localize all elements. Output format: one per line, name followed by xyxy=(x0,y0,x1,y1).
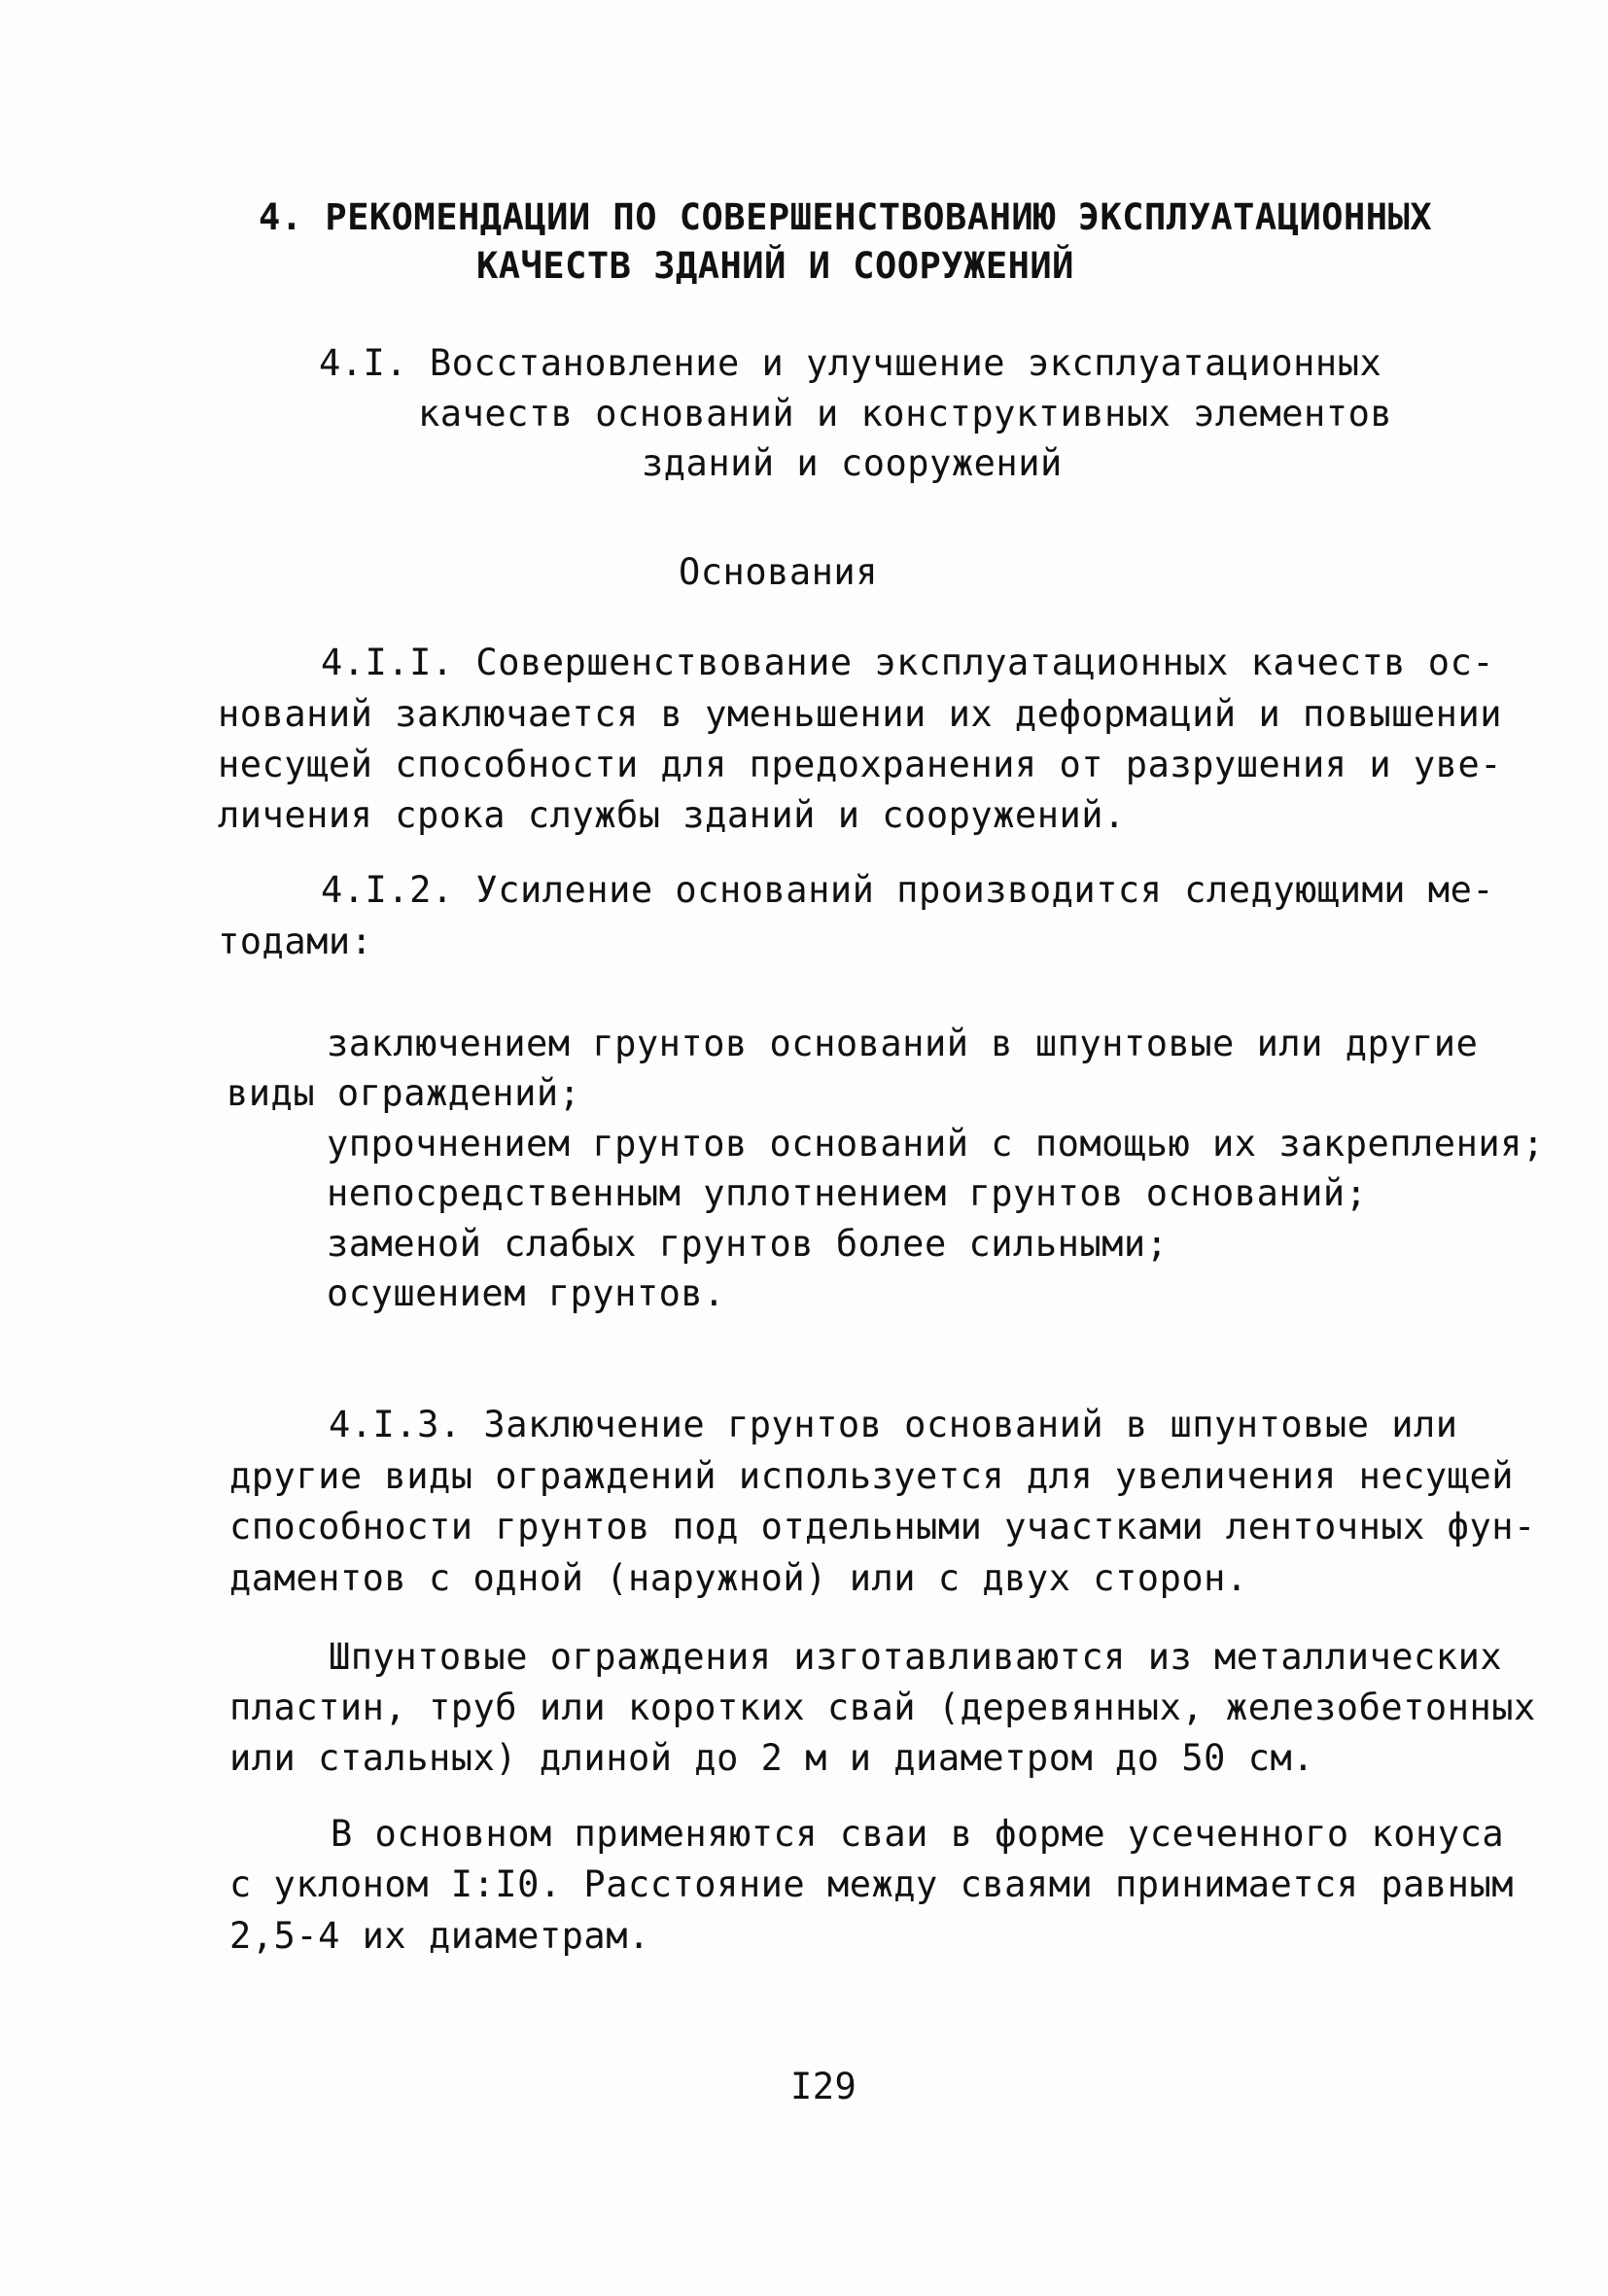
para-piles-line-1: В основном применяются сваи в форме усеченного конуса xyxy=(331,1813,1505,1855)
subheading-line-2: качеств оснований и конструктивных элементов xyxy=(418,393,1393,435)
para-4-1-3-line-4: даментов с одной (наружной) или с двух сторон. xyxy=(229,1557,1248,1599)
method-3: непосредственным уплотнением грунтов оснований; xyxy=(327,1172,1368,1214)
para-piles-line-2: с уклоном I:I0. Расстояние между сваями принимается равным xyxy=(229,1863,1515,1905)
chapter-heading-line-1: 4. РЕКОМЕНДАЦИИ ПО СОВЕРШЕНСТВОВАНИЮ ЭКСПЛУАТАЦИОННЫХ xyxy=(259,196,1433,238)
section-title: Основания xyxy=(679,551,878,593)
para-sheet-pile-line-2: пластин, труб или коротких свай (деревянных, железобетонных xyxy=(229,1687,1536,1728)
para-4-1-3-line-2: другие виды ограждений используется для увеличения несущей xyxy=(229,1455,1515,1497)
method-4: заменой слабых грунтов более сильными; xyxy=(327,1223,1169,1265)
para-4-1-1-line-3: несущей способности для предохранения от разрушения и уве- xyxy=(218,744,1503,785)
para-4-1-2-line-2: тодами: xyxy=(218,921,373,962)
para-4-1-2-line-1: 4.I.2. Усиление оснований производится следующими ме- xyxy=(321,869,1495,911)
para-4-1-3-line-1: 4.I.3. Заключение грунтов оснований в шпунтовые или xyxy=(329,1404,1458,1445)
chapter-heading-line-2: КАЧЕСТВ ЗДАНИЙ И СООРУЖЕНИЙ xyxy=(476,245,1074,287)
page-number: I29 xyxy=(790,2066,857,2107)
para-4-1-1-line-2: нований заключается в уменьшении их деформаций и повышении xyxy=(218,693,1503,735)
para-piles-line-3: 2,5-4 их диаметрам. xyxy=(229,1915,650,1957)
method-2: упрочнением грунтов оснований с помощью их закрепления; xyxy=(327,1123,1545,1165)
subheading-line-3: зданий и сооружений xyxy=(642,442,1063,484)
subheading-line-1: 4.I. Восстановление и улучшение эксплуатационных xyxy=(319,342,1382,384)
para-4-1-1-line-4: личения срока службы зданий и сооружений. xyxy=(218,794,1126,836)
para-4-1-3-line-3: способности грунтов под отдельными участками ленточных фун- xyxy=(229,1506,1536,1548)
method-5: осушением грунтов. xyxy=(327,1272,725,1314)
para-sheet-pile-line-1: Шпунтовые ограждения изготавливаются из металлических xyxy=(329,1636,1503,1678)
para-sheet-pile-line-3: или стальных) длиной до 2 м и диаметром до 50 см. xyxy=(229,1737,1315,1779)
method-1-line-2: виды ограждений; xyxy=(227,1072,581,1114)
method-1-line-1: заключением грунтов оснований в шпунтовые или другие xyxy=(327,1023,1479,1064)
para-4-1-1-line-1: 4.I.I. Совершенствование эксплуатационных качеств ос- xyxy=(321,642,1495,683)
